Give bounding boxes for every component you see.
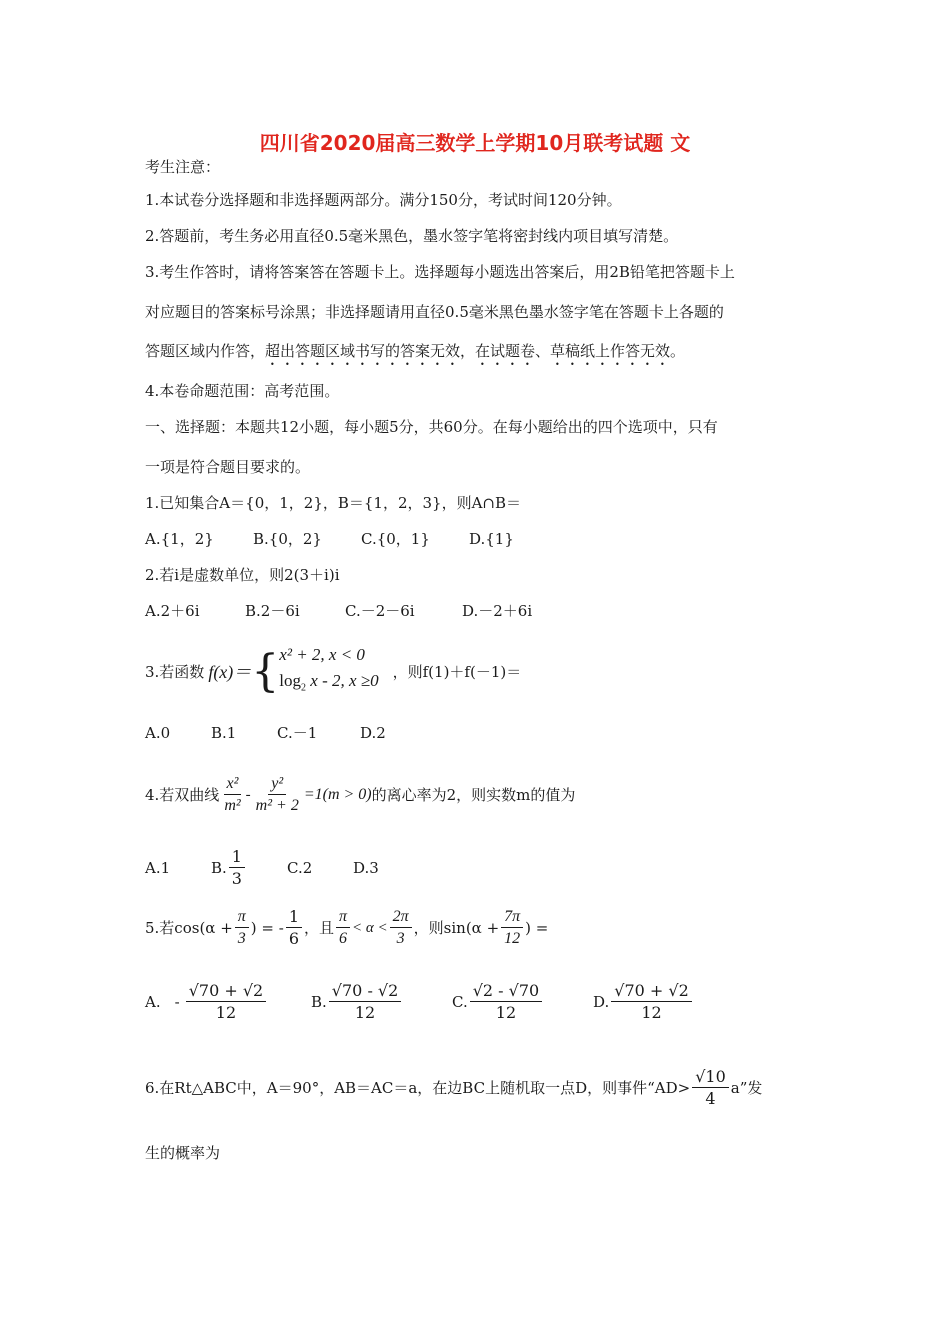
fraction bbox=[253, 774, 302, 817]
notice-item-2: 2.答题前，考生务必用直径0.5毫米黑色，墨水签字笔将密封线内项目填写清楚。 bbox=[145, 227, 679, 245]
question-4-prefix: 4.若双曲线 bbox=[145, 786, 220, 804]
notice-text-end: 。 bbox=[670, 342, 686, 360]
option-d: D.－2＋6i bbox=[462, 602, 533, 620]
question-3-stem bbox=[145, 646, 521, 698]
stem-part: ) = bbox=[525, 919, 549, 937]
numerator: √70 - √2 bbox=[329, 981, 402, 1002]
denominator: 12 bbox=[215, 1002, 237, 1022]
option-b bbox=[311, 981, 452, 1024]
option-d: D.2 bbox=[360, 724, 386, 742]
option-c: C.－1 bbox=[277, 724, 318, 742]
option-label: A. bbox=[145, 993, 161, 1011]
denominator: 6 bbox=[339, 929, 348, 947]
option-label: C. bbox=[452, 993, 468, 1011]
piecewise-cases bbox=[279, 642, 378, 701]
stem-part: 5.若cos(α + bbox=[145, 919, 233, 937]
numerator: √10 bbox=[692, 1067, 729, 1088]
denominator: 12 bbox=[504, 929, 521, 947]
question-4-suffix: 的离心率为2，则实数m的值为 bbox=[371, 786, 576, 804]
log-base: 2 bbox=[301, 682, 307, 694]
case-2-rest: x - 2, x ≥0 bbox=[306, 671, 379, 691]
numerator: 1 bbox=[286, 907, 302, 928]
minus-sign: - bbox=[245, 787, 251, 803]
fraction bbox=[229, 847, 245, 890]
notice-item-4: 4.本卷命题范围：高考范围。 bbox=[145, 382, 340, 400]
function-name: f(x)＝ bbox=[208, 662, 252, 682]
numerator: π bbox=[235, 907, 249, 928]
option-a bbox=[145, 981, 311, 1024]
denominator: 12 bbox=[641, 1002, 662, 1022]
denominator: 4 bbox=[705, 1088, 716, 1108]
fraction bbox=[221, 774, 243, 817]
option-c: C.2 bbox=[287, 859, 313, 877]
numerator: x² bbox=[224, 774, 242, 795]
case-1: x² + 2, x < 0 bbox=[279, 645, 365, 665]
numerator: π bbox=[336, 907, 350, 928]
option-b bbox=[211, 847, 287, 890]
question-4-options bbox=[145, 844, 379, 892]
notice-item-3-line-2: 对应题目的答案标号涂黑；非选择题请用直径0.5毫米黑色墨水签字笔在答题卡上各题的 bbox=[145, 303, 724, 321]
section-heading-line-2: 一项是符合题目要求的。 bbox=[145, 458, 311, 476]
option-c bbox=[452, 981, 593, 1024]
option-d bbox=[593, 981, 694, 1024]
numerator: √70 + √2 bbox=[611, 981, 692, 1002]
numerator: 1 bbox=[229, 847, 245, 868]
fraction bbox=[329, 981, 402, 1024]
denominator: 3 bbox=[396, 929, 405, 947]
stem-part: ) = - bbox=[250, 919, 284, 937]
denominator: 12 bbox=[495, 1002, 517, 1022]
option-a: A.{1，2} bbox=[145, 530, 214, 548]
question-3-suffix: ，则f(1)＋f(－1)＝ bbox=[392, 663, 522, 681]
denominator: 3 bbox=[237, 929, 246, 947]
notice-heading: 考生注意： bbox=[145, 158, 221, 176]
stem-part: ，则sin(α + bbox=[413, 919, 500, 937]
numerator: √2 - √70 bbox=[470, 981, 543, 1002]
option-b: B.1 bbox=[211, 724, 237, 742]
option-b: B.2－6i bbox=[245, 602, 300, 620]
option-label: B. bbox=[311, 993, 327, 1011]
stem-part: a”发 bbox=[730, 1079, 763, 1097]
denominator: 12 bbox=[354, 1002, 376, 1022]
stem-part: < α < bbox=[352, 920, 388, 936]
question-1-stem: 1.已知集合A＝{0，1，2}，B＝{1，2，3}，则A∩B＝ bbox=[145, 494, 522, 512]
notice-item-1: 1.本试卷分选择题和非选择题两部分。满分150分，考试时间120分钟。 bbox=[145, 191, 622, 209]
question-6-stem bbox=[145, 1063, 762, 1113]
page-title: 四川省2020届高三数学上学期10月联考试题 文 bbox=[259, 131, 691, 155]
numerator: 2π bbox=[390, 907, 412, 928]
fraction bbox=[336, 907, 350, 950]
question-4-stem bbox=[145, 768, 575, 822]
brace-icon: { bbox=[251, 646, 280, 697]
equation-rhs: =1(m > 0) bbox=[303, 786, 372, 803]
fraction bbox=[186, 981, 267, 1024]
fraction bbox=[286, 907, 302, 950]
option-a: A.0 bbox=[145, 724, 171, 742]
fraction bbox=[611, 981, 692, 1024]
fraction bbox=[390, 907, 412, 950]
numerator: y² bbox=[268, 774, 286, 795]
log-label: log bbox=[279, 671, 302, 691]
option-a: A.2＋6i bbox=[145, 602, 200, 620]
question-1-options bbox=[145, 529, 514, 549]
denominator: 3 bbox=[231, 868, 242, 888]
question-5-options bbox=[145, 977, 694, 1027]
numerator: 7π bbox=[501, 907, 523, 928]
fraction bbox=[692, 1067, 729, 1110]
notice-text: 答题区域内作答， bbox=[145, 342, 266, 360]
denominator: m² bbox=[224, 796, 241, 814]
denominator: 6 bbox=[288, 928, 299, 948]
numerator: √70 + √2 bbox=[186, 981, 267, 1002]
option-label: D. bbox=[593, 993, 610, 1011]
question-5-stem bbox=[145, 903, 548, 953]
fraction bbox=[470, 981, 543, 1024]
minus-sign: - bbox=[174, 993, 180, 1011]
stem-part: ，且 bbox=[304, 919, 335, 937]
fraction bbox=[501, 907, 523, 950]
option-label: B. bbox=[211, 859, 227, 877]
question-2-options bbox=[145, 601, 532, 621]
option-a: A.1 bbox=[145, 859, 171, 877]
question-3-prefix: 3.若函数 bbox=[145, 663, 205, 681]
question-6-line-2: 生的概率为 bbox=[145, 1144, 221, 1162]
emphasized-text: 超出答题区域书写的答案无效，在试题卷、草稿纸上作答无效 bbox=[265, 342, 671, 360]
section-heading-line-1: 一、选择题：本题共12小题，每小题5分，共60分。在每小题给出的四个选项中，只有 bbox=[145, 418, 718, 436]
question-2-stem: 2.若i是虚数单位，则2(3＋i)i bbox=[145, 566, 340, 584]
question-3-options bbox=[145, 723, 386, 743]
option-c: C.{0，1} bbox=[361, 530, 430, 548]
option-d: D.{1} bbox=[469, 530, 514, 548]
fraction bbox=[235, 907, 249, 950]
case-2 bbox=[279, 668, 378, 701]
option-c: C.－2－6i bbox=[345, 602, 415, 620]
notice-item-3-line-1: 3.考生作答时，请将答案答在答题卡上。选择题每小题选出答案后，用2B铅笔把答题卡上 bbox=[145, 263, 735, 281]
option-d: D.3 bbox=[353, 859, 379, 877]
notice-item-3-line-3 bbox=[145, 341, 685, 369]
denominator: m² + 2 bbox=[255, 796, 299, 814]
stem-part: 6.在Rt△ABC中，A＝90°，AB＝AC＝a，在边BC上随机取一点D，则事件“AD> bbox=[145, 1079, 691, 1097]
option-b: B.{0，2} bbox=[253, 530, 322, 548]
